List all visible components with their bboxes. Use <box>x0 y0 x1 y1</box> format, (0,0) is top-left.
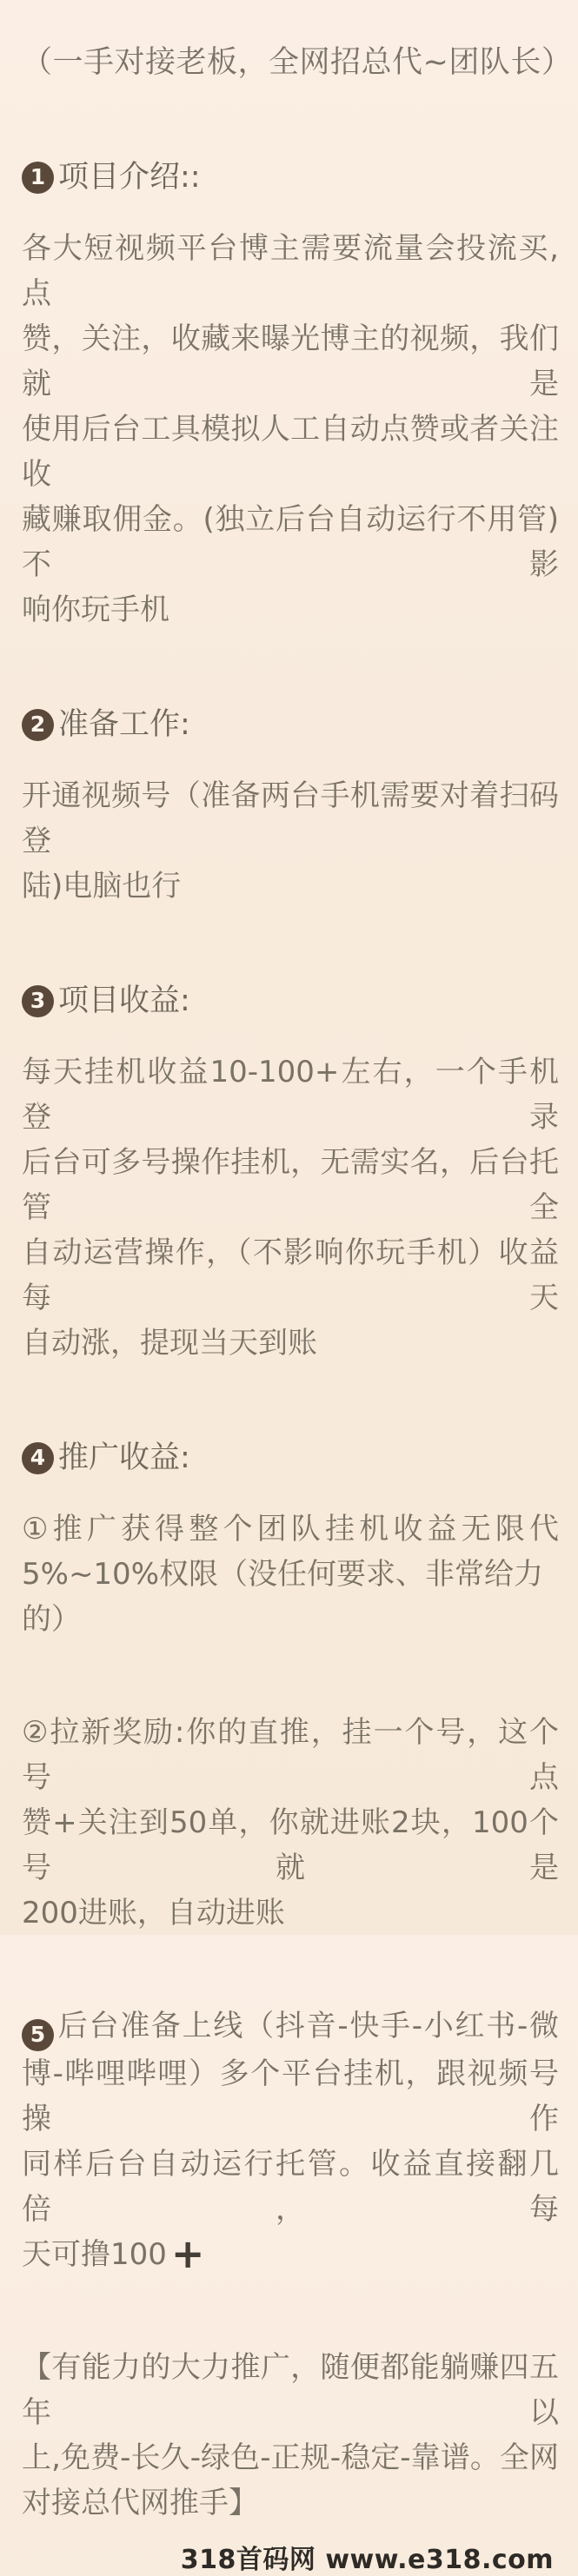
paragraph-line <box>22 2003 559 2051</box>
paragraph-promo-2 <box>22 1710 559 1936</box>
paragraph-project-income <box>22 1050 559 1366</box>
paragraph-line: 使用后台工具模拟人工自动点赞或者关注收 <box>22 412 559 492</box>
numbered-badge-2-icon: 2 <box>22 709 54 741</box>
paragraph-line: 200进账，自动进账 <box>22 1896 285 1930</box>
section-heading-label: 项目收益: <box>58 983 190 1018</box>
paragraph-line <box>22 2229 559 2277</box>
paragraph-preparation <box>22 773 559 909</box>
paragraph-promo-1 <box>22 1507 559 1642</box>
section-heading-promo-income <box>22 1435 559 1480</box>
paragraph-line-text: 天可撸100 <box>22 2236 167 2272</box>
paragraph-line: 赞+关注到50单，你就进账2块，100个号就是 <box>22 1805 559 1885</box>
section-heading-label: 准备工作: <box>58 707 190 742</box>
paragraph-line: 博-哔哩哔哩）多个平台挂机，跟视频号操作 <box>22 2056 559 2136</box>
numbered-badge-1-icon: 1 <box>22 162 54 194</box>
paragraph-line: 陆)电脑也行 <box>22 869 182 904</box>
paragraph-line: 自动运营操作，（不影响你玩手机）收益每天 <box>22 1235 559 1315</box>
paragraph-line: 后台可多号操作挂机，无需实名，后台托管全 <box>22 1145 559 1225</box>
numbered-badge-3-icon: 3 <box>22 985 54 1017</box>
paragraph-platforms <box>22 2003 559 2277</box>
paragraph-line: 开通视频号（准备两台手机需要对着扫码登 <box>22 778 559 858</box>
paragraph-line: 5%~10%权限（没任何要求、非常给力的） <box>22 1557 543 1637</box>
paragraph-line: 【有能力的大力推广，随便都能躺赚四五年以 <box>22 2349 559 2430</box>
section-heading-preparation <box>22 702 559 747</box>
paragraph-line: 同样后台自动运行托管。收益直接翻几倍，每 <box>22 2146 559 2227</box>
paragraph-line: 自动涨，提现当天到账 <box>22 1326 317 1361</box>
paragraph-line: 响你玩手机 <box>22 593 169 627</box>
paragraph-line: ①推广获得整个团队挂机收益无限代 <box>22 1512 559 1546</box>
paragraph-closing <box>22 2345 559 2526</box>
section-heading-label: 推广收益: <box>58 1440 190 1475</box>
paragraph-line: 每天挂机收益10-100+左右，一个手机登录 <box>22 1055 559 1135</box>
heavy-plus-icon: + <box>170 2229 205 2277</box>
section-heading-label: 项目介绍:: <box>58 160 201 195</box>
section-heading-project-income <box>22 978 559 1023</box>
page-title: （一手对接老板，全网招总代~团队长） <box>22 45 573 80</box>
paragraph-line: ②拉新奖励:你的直推，挂一个号，这个号点 <box>22 1715 559 1795</box>
paragraph-line: 对接总代网推手】 <box>22 2485 258 2520</box>
paragraph-line: 藏赚取佣金。(独立后台自动运行不用管)不影 <box>22 502 559 582</box>
paragraph-intro <box>22 226 559 632</box>
paragraph-line: 上,免费-长久-绿色-正规-稳定-靠谱。全网 <box>22 2440 559 2475</box>
numbered-badge-4-icon: 4 <box>22 1442 54 1474</box>
paragraph-line-text: 后台准备上线（抖音-快手-小红书-微 <box>56 2009 559 2043</box>
paragraph-line: 各大短视频平台博主需要流量会投流买,点 <box>22 231 559 311</box>
section-heading-intro <box>22 155 559 200</box>
watermark: 318首码网 www.e318.com <box>180 2544 554 2575</box>
paragraph-line: 赞，关注，收藏来曝光博主的视频，我们就是 <box>22 321 559 401</box>
numbered-badge-5-icon: 5 <box>22 2019 54 2051</box>
